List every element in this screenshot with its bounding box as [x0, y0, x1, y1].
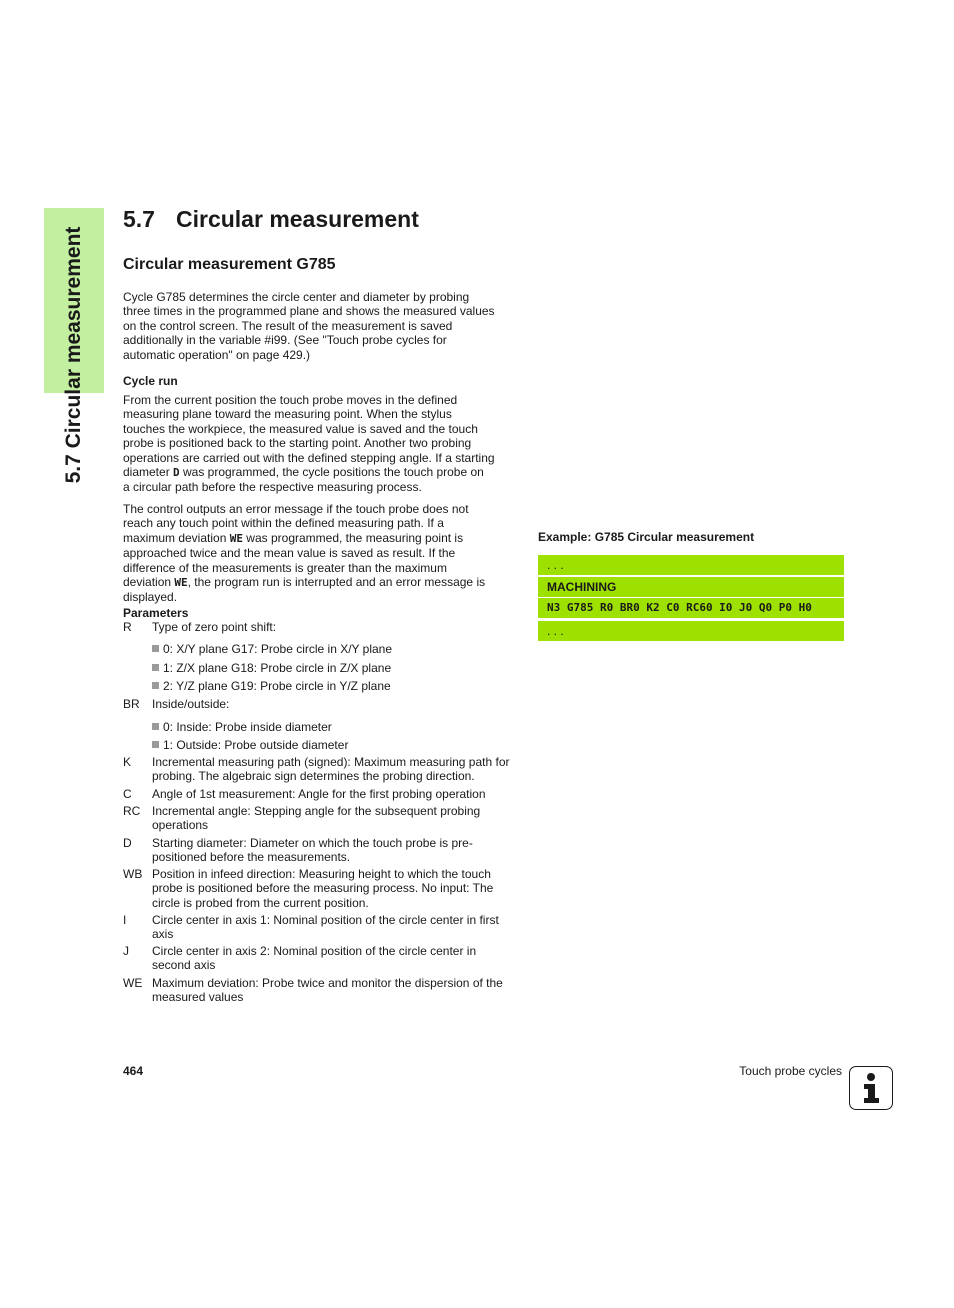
section-number: 5.7	[123, 206, 155, 232]
section-heading	[123, 206, 419, 233]
footer-section-title: Touch probe cycles	[739, 1064, 842, 1078]
param-R-option: 0: X/Y plane G17: Probe circle in X/Y plane	[152, 642, 392, 656]
parameters-title: Parameters	[123, 606, 189, 620]
bullet-square-icon	[152, 645, 159, 652]
bullet-square-icon	[152, 723, 159, 730]
param-R-option: 1: Z/X plane G18: Probe circle in Z/X plane	[152, 661, 391, 675]
intro-paragraph: Cycle G785 determines the circle center and diameter by probing three times in the programmed plane and shows the measured values on the control screen. The result of the measurement is saved additionally in the variable #i99. (See "Touch probe cycles for automatic operation" on page 429.)	[123, 290, 495, 362]
info-glyph-icon	[850, 1067, 892, 1109]
param-BR-option: 1: Outside: Probe outside diameter	[152, 738, 348, 752]
param-R-option: 2: Y/Z plane G19: Probe circle in Y/Z plane	[152, 679, 391, 693]
page-number: 464	[123, 1064, 144, 1078]
bullet-square-icon	[152, 741, 159, 748]
code-line: . . .	[538, 555, 844, 575]
code-line: . . .	[538, 621, 844, 641]
param-BR-option: 0: Inside: Probe inside diameter	[152, 720, 332, 734]
code-WE: WE	[174, 576, 188, 590]
cycle-run-paragraph-2: The control outputs an error message if the touch probe does not reach any touch point within the defined measuring path. If a maximum deviation WE was programmed, the measuring point is approached twice and the mean value is saved as result. If the difference of the measurements is greater than the maximum deviation WE, the program run is interrupted and an error message is displayed.	[123, 502, 486, 605]
code-line: MACHINING	[538, 577, 844, 597]
bullet-square-icon	[152, 664, 159, 671]
example-title: Example: G785 Circular measurement	[538, 530, 755, 544]
info-icon	[849, 1066, 893, 1110]
cycle-run-title: Cycle run	[123, 374, 178, 388]
code-WE: WE	[229, 531, 243, 545]
subheading: Circular measurement G785	[123, 256, 336, 273]
section-title: Circular measurement	[176, 206, 419, 232]
code-D: D	[173, 466, 180, 480]
bullet-square-icon	[152, 682, 159, 689]
code-line: N3 G785 R0 BR0 K2 C0 RC60 I0 J0 Q0 P0 H0	[538, 598, 844, 618]
cycle-run-paragraph-1: From the current position the touch probe moves in the defined measuring plane toward the measuring point. When the stylus touches the workpiece, the measured value is saved and the touch probe is positioned back to the starting point. Another two probing operations are carried out with the defined stepping angle. If a starting diameter D was programmed, the cycle positions the touch probe on a circular path before the respective measuring process.	[123, 393, 495, 495]
